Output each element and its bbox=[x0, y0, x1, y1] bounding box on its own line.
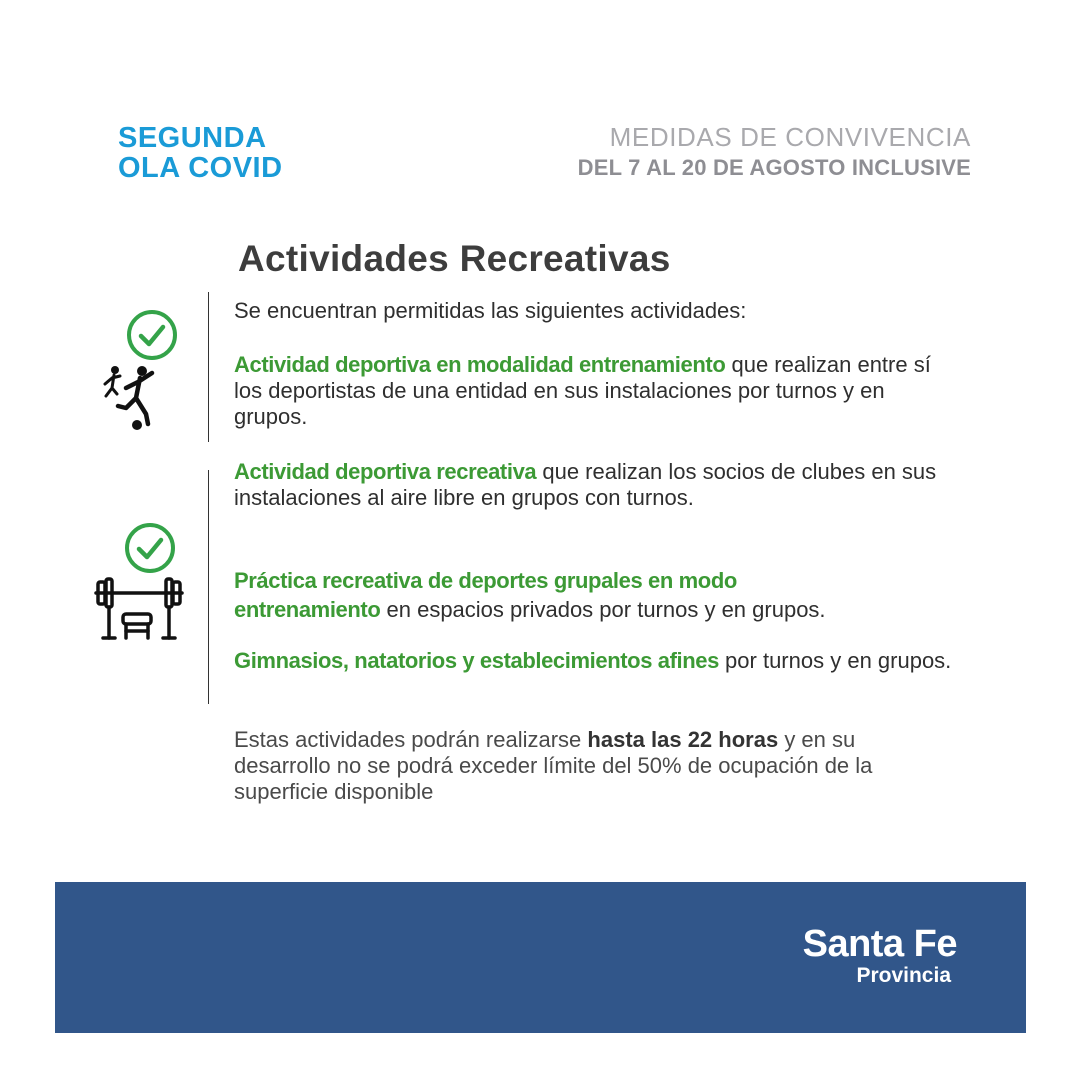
activity-3-description: en espacios privados por turnos y en grupos. bbox=[380, 597, 826, 622]
intro-text bbox=[234, 298, 954, 324]
page-title: Actividades Recreativas bbox=[238, 238, 671, 279]
check-circle-icon bbox=[126, 309, 178, 361]
divider-line-1 bbox=[208, 292, 209, 442]
intro-sentence: Se encuentran permitidas las siguientes actividades: bbox=[234, 298, 747, 323]
weight-bench-icon bbox=[94, 576, 184, 642]
activity-3-highlight-line-2: entrenamiento bbox=[234, 597, 381, 622]
campaign-line-1: SEGUNDA bbox=[118, 122, 267, 154]
athletes-soccer-icon bbox=[102, 364, 158, 432]
activity-1-description: que realizan entre sí los deportistas de una entidad en sus instalaciones por turnos y en grupos. bbox=[234, 352, 931, 429]
brand-logo-subtitle: Provincia bbox=[856, 964, 951, 987]
measures-heading bbox=[578, 122, 971, 184]
note-after: y en su desarrollo no se podrá exceder límite del 50% de ocupación de la superficie disponible bbox=[234, 727, 873, 804]
activity-4-highlight: Gimnasios, natatorios y establecimientos afines bbox=[234, 648, 719, 673]
divider-line-2 bbox=[208, 470, 209, 704]
activity-1-highlight: Actividad deportiva en modalidad entrenamiento bbox=[234, 352, 726, 377]
activity-3 bbox=[234, 566, 954, 624]
measures-dates: DEL 7 AL 20 DE AGOSTO INCLUSIVE bbox=[577, 155, 971, 180]
note-before: Estas actividades podrán realizarse bbox=[234, 727, 588, 752]
activity-2 bbox=[234, 459, 954, 511]
activity-3-highlight-line-1: Práctica recreativa de deportes grupales en modo bbox=[234, 568, 737, 593]
hours-note bbox=[234, 727, 924, 805]
activity-1 bbox=[234, 352, 954, 430]
campaign-title bbox=[118, 123, 283, 183]
campaign-line-2: OLA COVID bbox=[118, 152, 283, 184]
brand-logo-name: Santa Fe bbox=[802, 923, 957, 965]
check-circle-icon bbox=[124, 522, 176, 574]
activity-2-highlight: Actividad deportiva recreativa bbox=[234, 459, 537, 484]
note-hours: hasta las 22 horas bbox=[587, 727, 779, 752]
measures-line-1: MEDIDAS DE CONVIVENCIA bbox=[609, 122, 971, 152]
activity-4-description: por turnos y en grupos. bbox=[718, 648, 952, 673]
activity-4 bbox=[234, 648, 954, 674]
activity-2-description: que realizan los socios de clubes en sus instalaciones al aire libre en grupos con turnos. bbox=[234, 459, 937, 510]
